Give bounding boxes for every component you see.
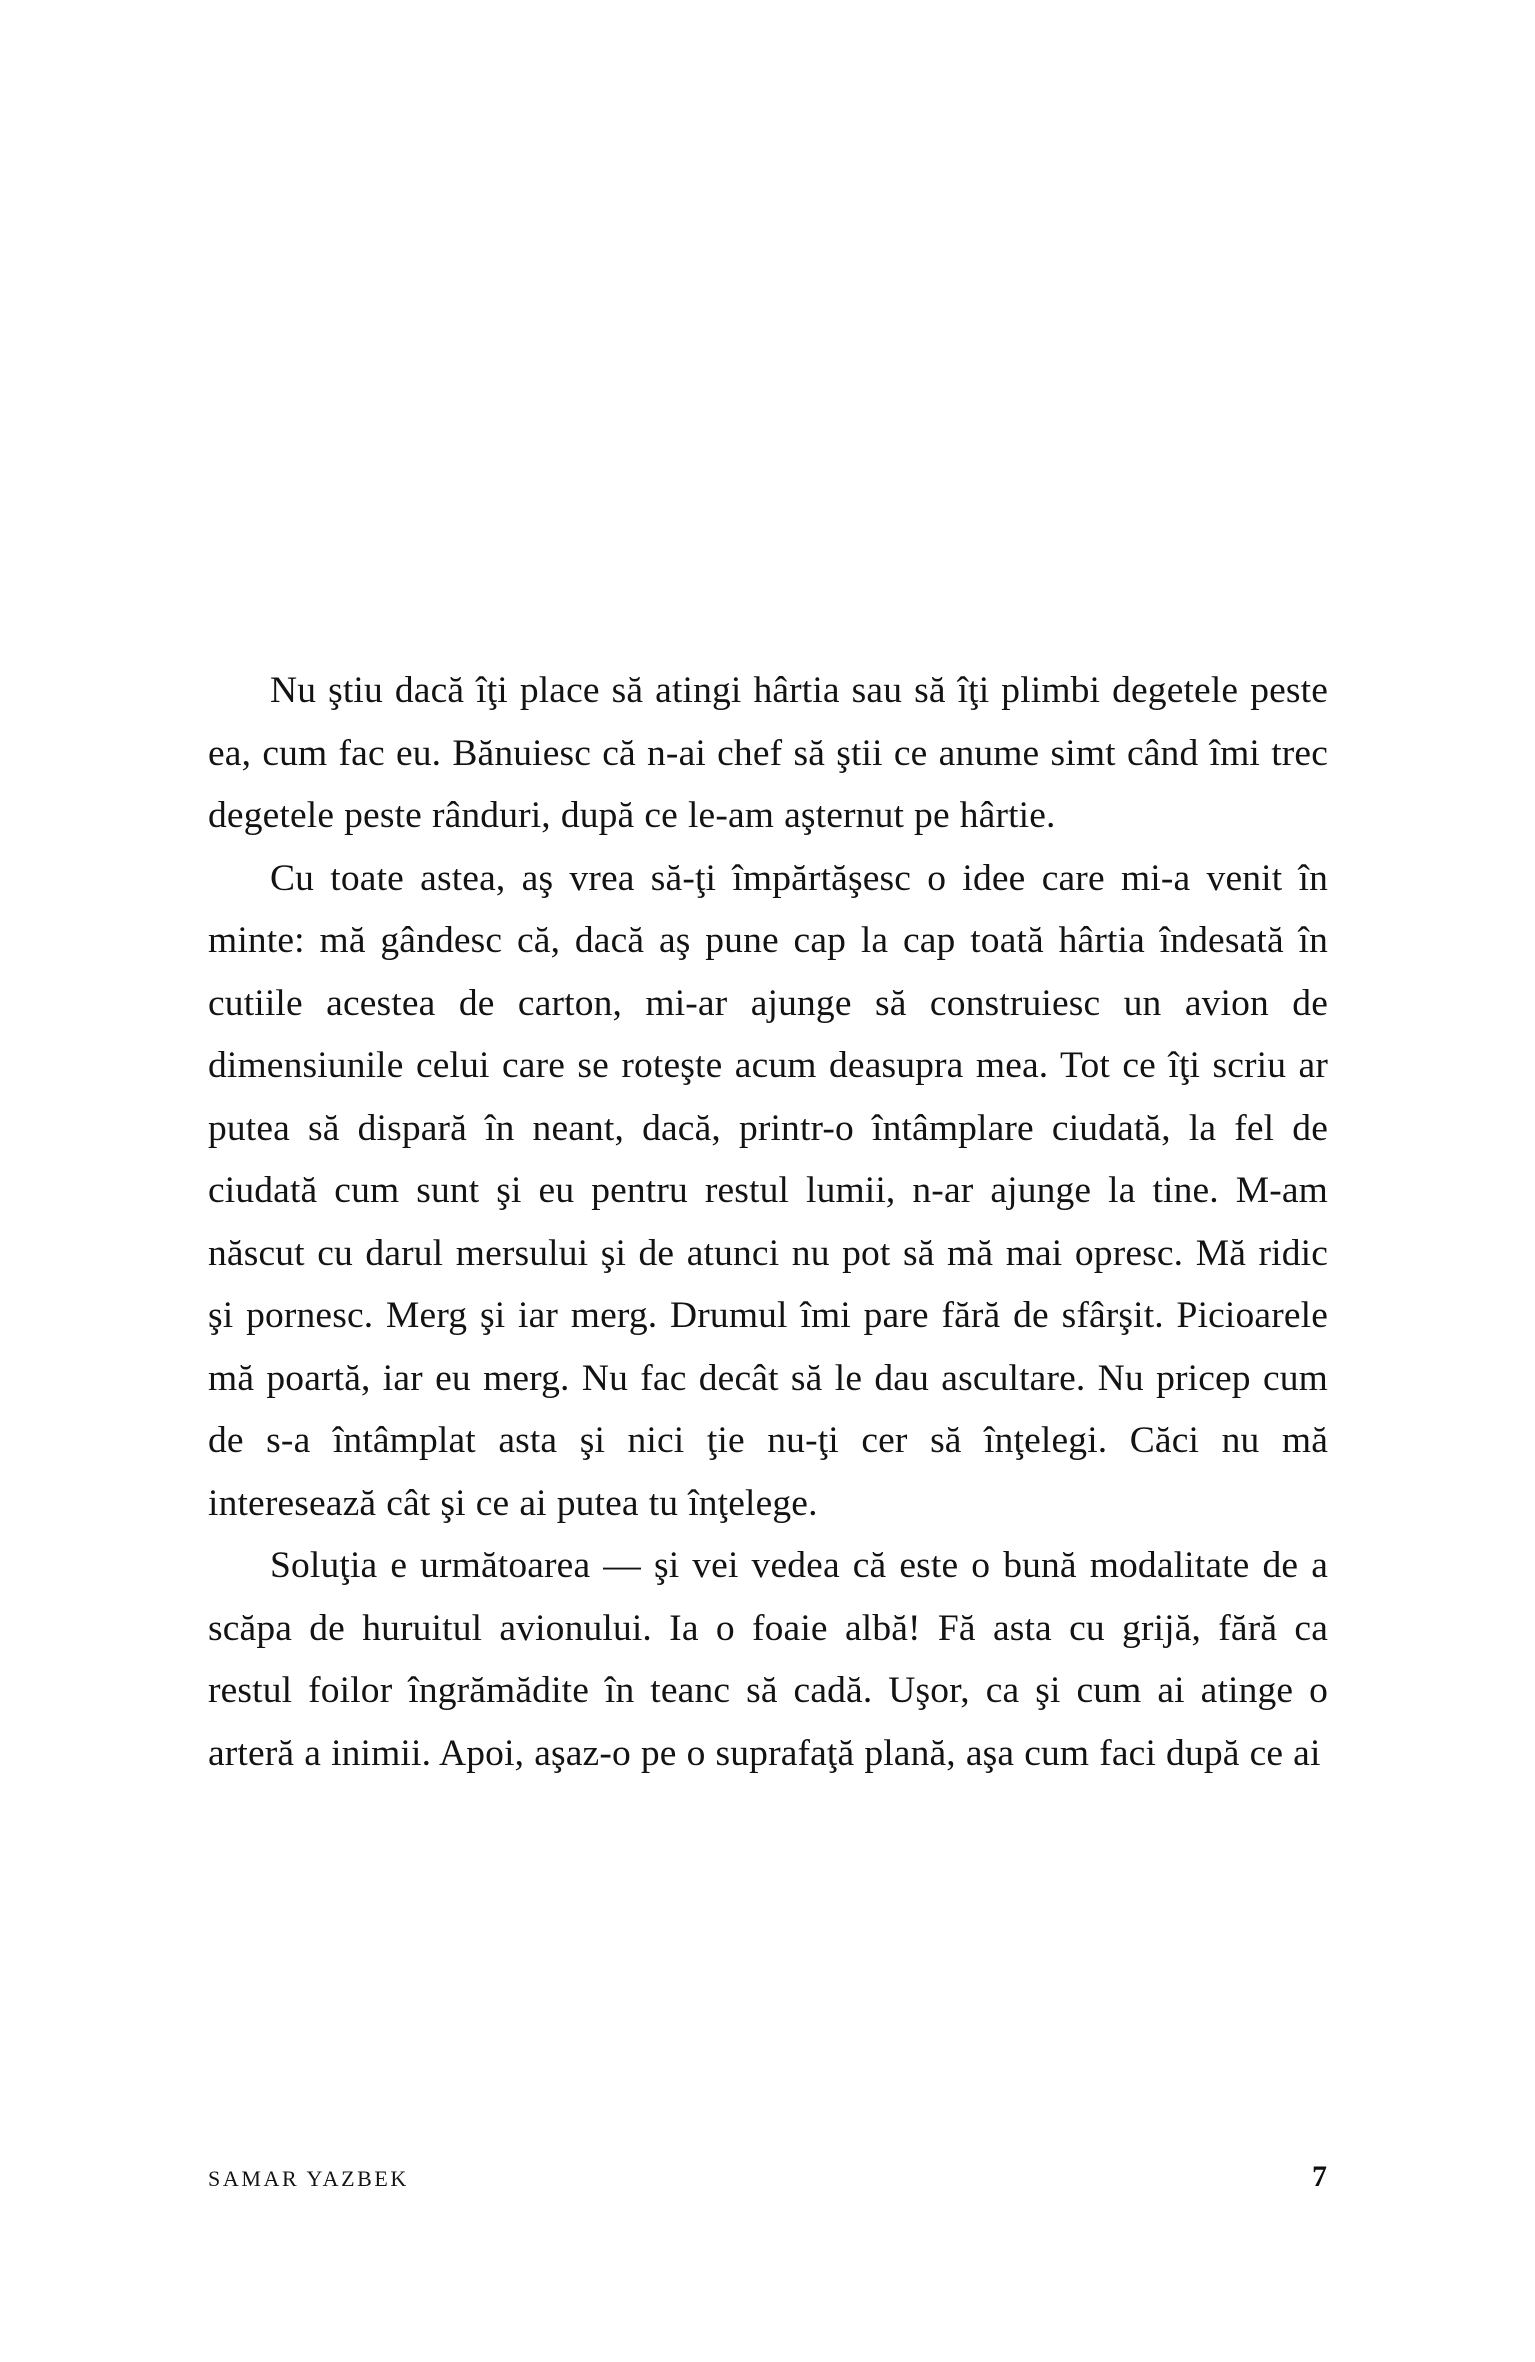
paragraph: Soluţia e următoarea — şi vei vedea că este o bună modalitate de a scăpa de huruitul avionului. Ia o foaie albă! Fă asta cu grijă, fără ca restul foilor îngrămădite în teanc să cadă. Uşor, ca şi cum ai atinge o arteră a inimii. Apoi, aşaz-o pe o suprafaţă plană, aşa cum faci după ce ai [208, 1545, 1328, 1774]
running-head: SAMAR YAZBEK [208, 2166, 409, 2191]
page-footer [208, 2160, 1327, 2194]
paragraph: Nu ştiu dacă îţi place să atingi hârtia sau să îţi plimbi degetele peste ea, cum fac eu. Bănuiesc că n-ai chef să ştii ce anume simt când îmi trec degetele peste rânduri, după ce le-am aşternut pe hârtie. [208, 670, 1328, 836]
paragraph: Cu toate astea, aş vrea să-ţi împărtăşesc o idee care mi-a venit în minte: mă gândesc că, dacă aş pune cap la cap toată hârtia îndesată în cutiile acestea de carton, mi-ar ajunge să construiesc un avion de dimensiunile celui care se roteşte acum deasupra mea. Tot ce îţi scriu ar putea să dispară în neant, dacă, printr-o întâmplare ciudată, la fel de ciudată cum sunt şi eu pentru restul lumii, n-ar ajunge la tine. M-am născut cu darul mersului şi de atunci nu pot să mă mai opresc. Mă ridic şi pornesc. Merg şi iar merg. Drumul îmi pare fără de sfârşit. Picioarele mă poartă, iar eu merg. Nu fac decât să le dau ascultare. Nu pricep cum de s-a întâmplat asta şi nici ţie nu-ţi cer să înţelegi. Căci nu mă interesează cât şi ce ai putea tu înţelege. [208, 857, 1328, 1524]
body-text [208, 660, 1328, 1785]
page-number: 7 [1312, 2160, 1327, 2193]
